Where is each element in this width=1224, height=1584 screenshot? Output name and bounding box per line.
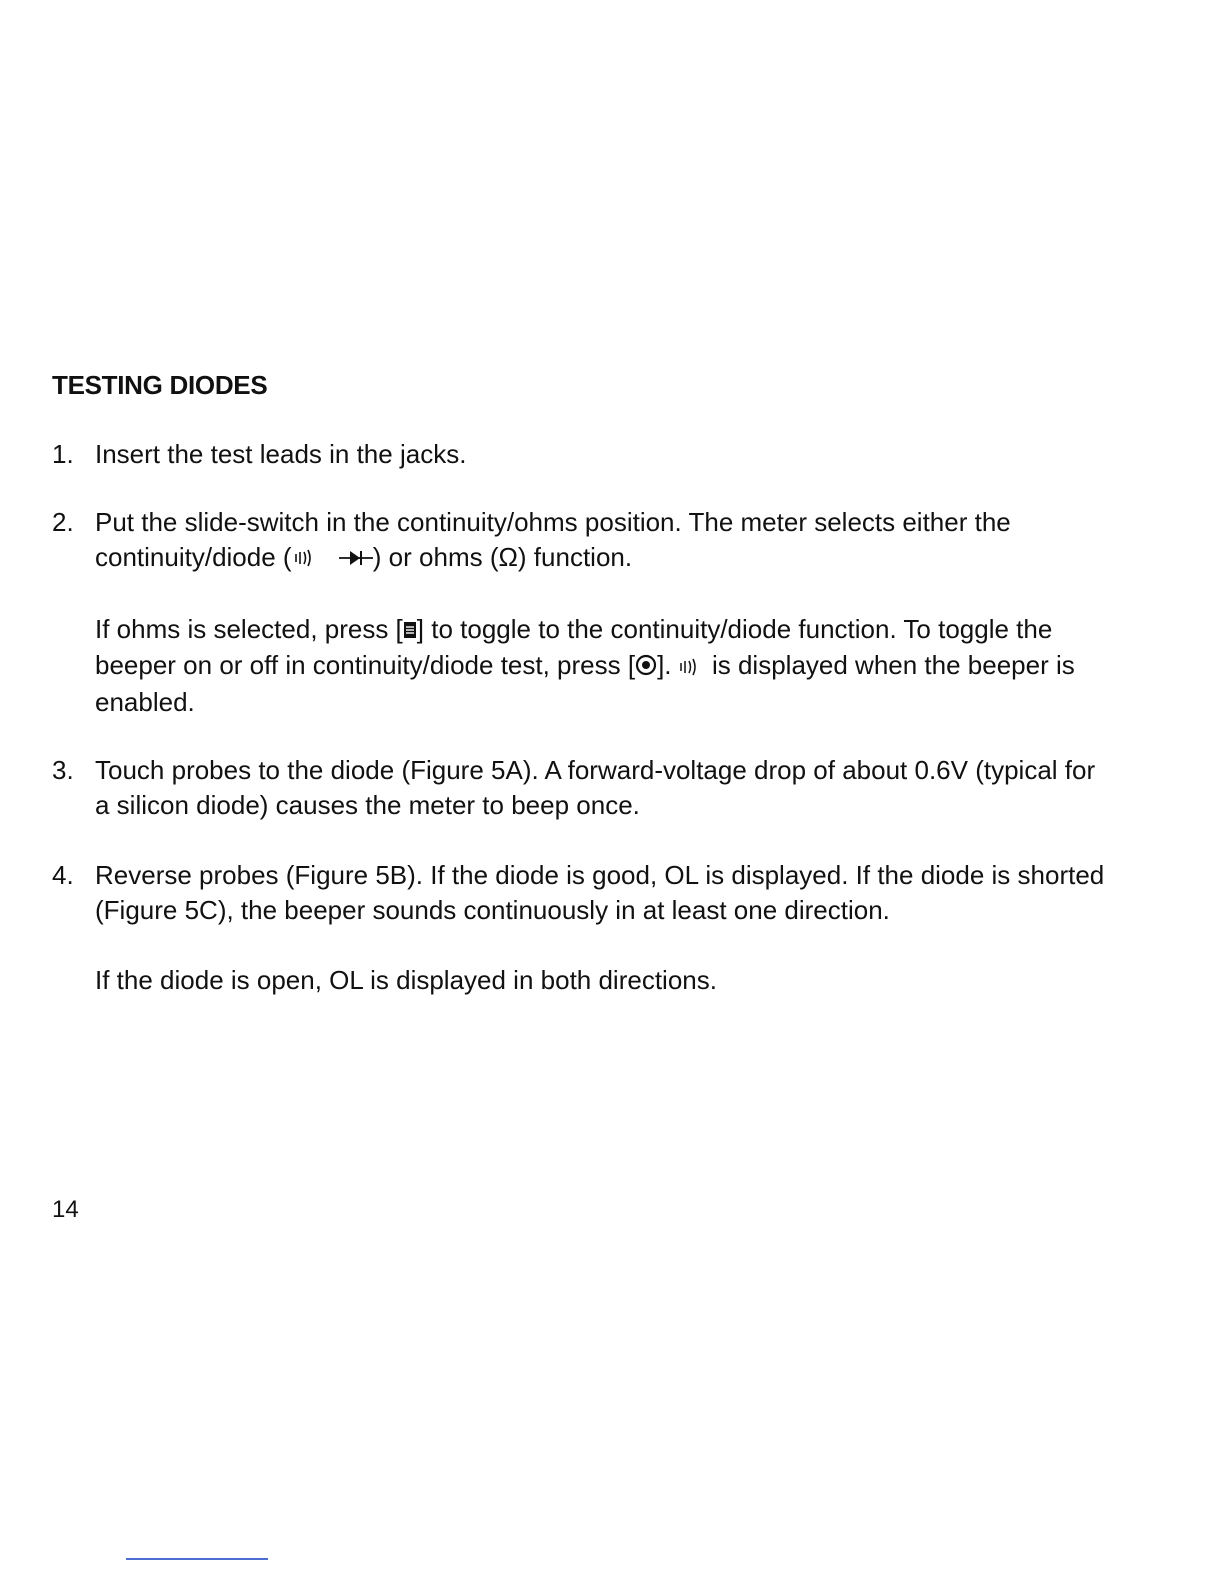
step-paragraph-2: If the diode is open, OL is displayed in both directions.: [95, 965, 717, 995]
para-text: is displayed when the beeper is enabled.: [95, 650, 1075, 717]
step-text: Reverse probes (Figure 5B). If the diode is good, OL is displayed. If the diode is shorted (Figure 5C), the beeper sounds continuously in at least one direction.: [95, 860, 1105, 925]
beeper-icon: [679, 650, 705, 685]
step-number: 2.: [52, 507, 74, 537]
step-text-line1: Put the slide-switch in the continuity/ohms position. The meter selects either the: [95, 507, 1011, 537]
para-text: If ohms is selected, press [: [95, 613, 403, 644]
beeper-icon: [292, 542, 332, 577]
select-button-icon: [403, 613, 417, 648]
step-text: [95, 505, 1112, 577]
step-paragraph-2: [95, 612, 1112, 720]
page-number: 14: [52, 1196, 79, 1223]
beeper-button-icon: [635, 650, 657, 685]
step-2: [52, 505, 1112, 720]
step-number: 4.: [52, 860, 74, 890]
step-1: [52, 437, 1112, 472]
step-4: [52, 858, 1112, 998]
step-number: 3.: [52, 755, 74, 785]
step-text-line2-end: ) or ohms (Ω) function.: [372, 542, 633, 572]
step-text: Insert the test leads in the jacks.: [95, 439, 467, 469]
step-text: Touch probes to the diode (Figure 5A). A forward-voltage drop of about 0.6V (typical for a silicon diode) causes the meter to beep once.: [95, 755, 1096, 820]
page-title: TESTING DIODES: [52, 370, 268, 400]
diode-icon: [339, 542, 373, 577]
step-number: 1.: [52, 439, 74, 469]
para-text: ] to toggle to the continuity/diode function. To toggle the beeper on or off in continuity/diode test, press [: [95, 613, 1053, 681]
footer-rule: [126, 1558, 268, 1560]
para-text: ].: [657, 650, 679, 681]
step-text-line2-start: continuity/diode (: [95, 542, 292, 572]
step-3: [52, 753, 1112, 823]
